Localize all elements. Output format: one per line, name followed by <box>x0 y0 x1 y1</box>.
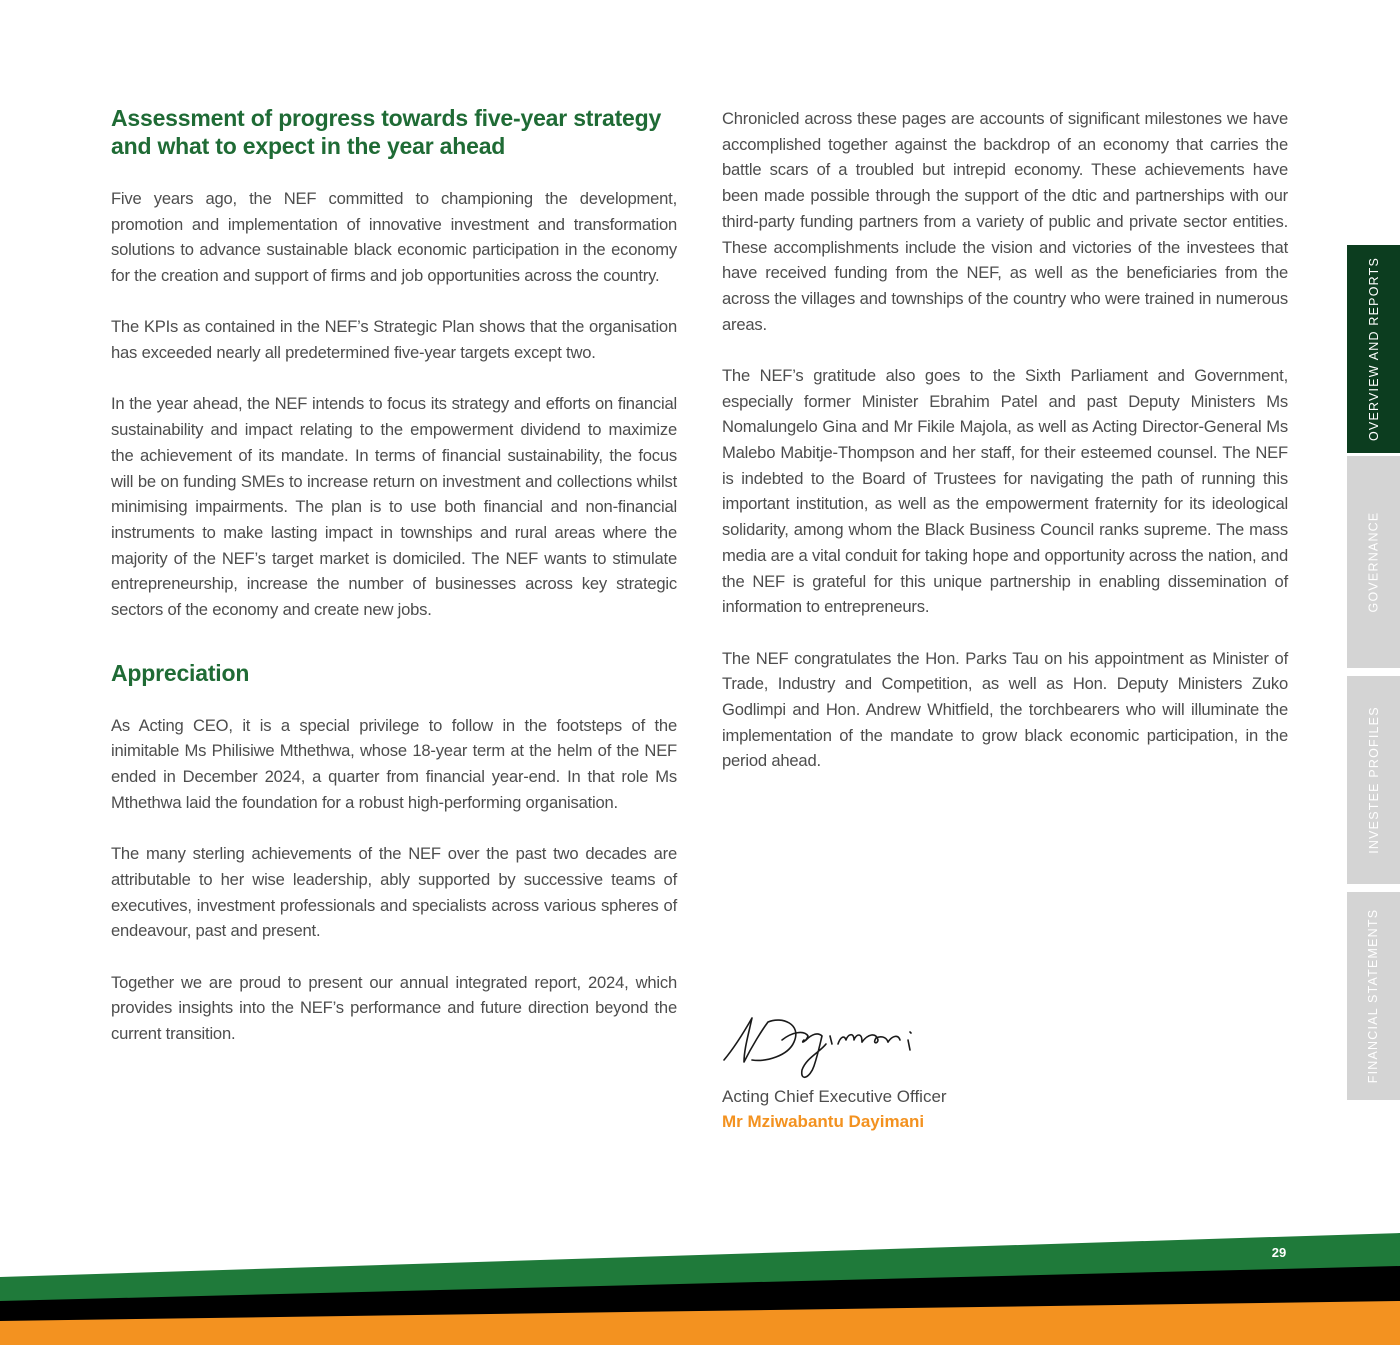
paragraph: Chronicled across these pages are accounts of significant milestones we have accomplished together against the backdrop of an economy that carries the battle scars of a troubled but intrepid economy. These achievements have been made possible through the support of the dtic and partnerships with our third-party funding partners from a variety of public and private sector entities. These accomplishments include the vision and victories of the investees that have received funding from the NEF, as well as the beneficiaries from the across the villages and townships of the country who were trained in numerous areas. <box>722 109 1288 334</box>
tab-label: OVERVIEW AND REPORTS <box>1366 257 1381 441</box>
paragraph: The many sterling achievements of the NEF over the past two decades are attributable to her wise leadership, ably supported by successive teams of executives, investment professionals and specialists across various spheres of endeavour, past and present. <box>111 844 677 941</box>
paragraph: Together we are proud to present our annual integrated report, 2024, which provides insights into the NEF’s performance and future direction beyond the current transition. <box>111 972 677 1043</box>
paragraph: The NEF’s gratitude also goes to the Sixth Parliament and Government, especially former Minister Ebrahim Patel and past Deputy Ministers Ms Nomalungelo Gina and Mr Fikile Majola, as well as Acting Director-General Ms Malebo Mabitje-Thompson and her staff, for their esteemed counsel. The NEF is indebted to the Board of Trustees for navigating the path of running this important institution, as well as the empowerment fraternity for its ideological solidarity, among whom the Black Business Council ranks supreme. The mass media are a vital conduit for taking hope and opportunity across the nation, and the NEF is grateful for this unique partnership in enabling dissemination of information to entrepreneurs. <box>722 365 1288 617</box>
signatory-title: Acting Chief Executive Officer <box>722 1087 947 1106</box>
tab-financial-statements[interactable] <box>1347 892 1400 1100</box>
signatory-name: Mr Mziwabantu Dayimani <box>722 1112 925 1131</box>
paragraph: Five years ago, the NEF committed to championing the development, promotion and implementation of innovative investment and transformation solutions to advance sustainable black economic participation in the economy for the creation and support of firms and job opportunities across the country. <box>111 189 677 286</box>
section-heading-strategy: Assessment of progress towards five-year strategy and what to expect in the year ahead <box>111 105 662 159</box>
tab-governance[interactable] <box>1347 456 1400 668</box>
tab-label: INVESTEE PROFILES <box>1366 706 1381 854</box>
decorative-stripes <box>0 1228 1400 1345</box>
page-number: 29 <box>1271 1245 1287 1260</box>
section-heading-appreciation: Appreciation <box>111 659 250 686</box>
paragraph: The KPIs as contained in the NEF’s Strategic Plan shows that the organisation has exceeded nearly all predetermined five-year targets except two. <box>111 317 677 363</box>
tab-label: FINANCIAL STATEMENTS <box>1366 908 1381 1084</box>
tab-overview-and-reports[interactable] <box>1347 245 1400 453</box>
tab-label: GOVERNANCE <box>1366 511 1381 613</box>
tab-investee-profiles[interactable] <box>1347 676 1400 884</box>
paragraph: The NEF congratulates the Hon. Parks Tau on his appointment as Minister of Trade, Industry and Competition, as well as Hon. Deputy Ministers Zuko Godlimpi and Hon. Andrew Whitfield, the torchbearers who will illuminate the implementation of the mandate to grow black economic participation, in the period ahead. <box>722 648 1288 771</box>
right-column <box>722 106 1288 800</box>
paragraph: As Acting CEO, it is a special privilege to follow in the footsteps of the inimitable Ms Philisiwe Mthethwa, whose 18-year term at the helm of the NEF ended in December 2024, a quarter from financial year-end. In that role Ms Mthethwa laid the foundation for a robust high-performing organisation. <box>111 715 677 812</box>
paragraph: In the year ahead, the NEF intends to focus its strategy and efforts on financial sustainability and impact relating to the empowerment dividend to maximize the achievement of its mandate. In terms of financial sustainability, the focus will be on funding SMEs to increase return on investment and collections whilst minimising impairments. The plan is to use both financial and non-financial instruments to make lasting impact in townships and rural areas where the majority of the NEF’s target market is domiciled. The NEF wants to stimulate entrepreneurship, increase the number of businesses across key strategic sectors of the economy and create new jobs. <box>111 394 677 620</box>
left-column <box>111 104 677 1072</box>
handwritten-signature-icon <box>722 1010 942 1082</box>
